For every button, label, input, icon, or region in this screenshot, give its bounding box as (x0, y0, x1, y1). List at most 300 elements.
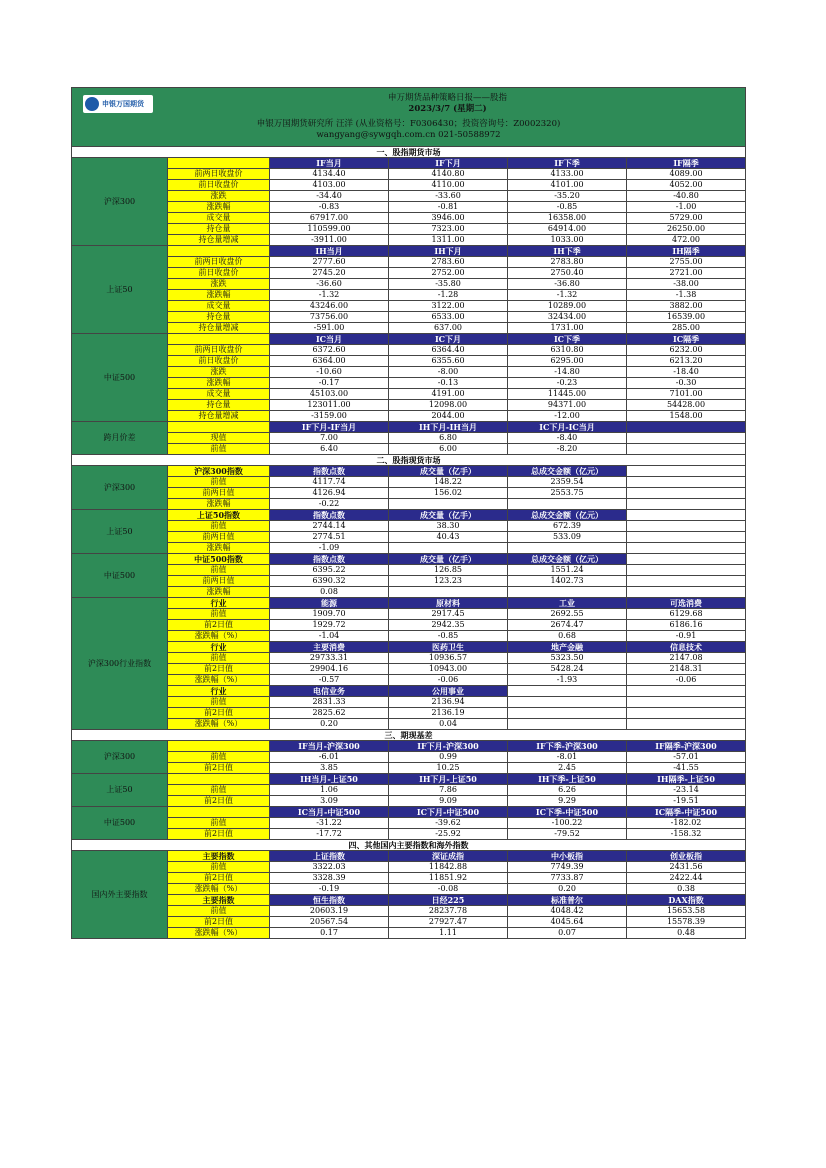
column-header: IC当月-中证500 (270, 807, 389, 818)
column-header: IF下季-沪深300 (508, 741, 627, 752)
value-cell (627, 488, 746, 499)
value-cell: 2136.94 (389, 697, 508, 708)
row-label: 涨跌幅 (168, 378, 270, 389)
section-title: 四、其他国内主要指数和海外指数 (72, 840, 746, 851)
value-cell: 20603.19 (270, 906, 389, 917)
section-row (72, 840, 746, 851)
row-label: 前值 (168, 521, 270, 532)
value-cell (508, 499, 627, 510)
value-cell: 16358.00 (508, 213, 627, 224)
data-row (72, 290, 746, 301)
value-cell: 10.25 (389, 763, 508, 774)
value-cell: -19.51 (627, 796, 746, 807)
column-header: 公用事业 (389, 686, 508, 697)
row-label: 前两日收盘价 (168, 169, 270, 180)
value-cell: 6533.00 (389, 312, 508, 323)
value-cell: -0.83 (270, 202, 389, 213)
value-cell: 2359.54 (508, 477, 627, 488)
column-header: 日经225 (389, 895, 508, 906)
group-label: 沪深300行业指数 (72, 598, 168, 730)
column-header: 恒生指数 (270, 895, 389, 906)
row-label: 前值 (168, 862, 270, 873)
column-header: IF下月 (389, 158, 508, 169)
value-cell: 4089.00 (627, 169, 746, 180)
value-cell: -36.80 (508, 279, 627, 290)
column-header: IH下月 (389, 246, 508, 257)
company-logo (83, 95, 153, 113)
value-cell: 4191.00 (389, 389, 508, 400)
row-label: 涨跌幅（%） (168, 719, 270, 730)
value-cell (627, 697, 746, 708)
row-label: 前值 (168, 785, 270, 796)
value-cell: -0.22 (270, 499, 389, 510)
value-cell: 285.00 (627, 323, 746, 334)
value-cell: -8.40 (508, 433, 627, 444)
value-cell: 123011.00 (270, 400, 389, 411)
value-cell: -35.80 (389, 279, 508, 290)
value-cell: -1.04 (270, 631, 389, 642)
row-label: 前值 (168, 906, 270, 917)
value-cell: -40.80 (627, 191, 746, 202)
row-label: 持仓量 (168, 224, 270, 235)
value-cell: 11851.92 (389, 873, 508, 884)
section-title: 三、期现基差 (72, 730, 746, 741)
column-header: 工业 (508, 598, 627, 609)
row-label: 前2日值 (168, 708, 270, 719)
column-header: IF隔季 (627, 158, 746, 169)
corner-cell (168, 246, 270, 257)
value-cell: 94371.00 (508, 400, 627, 411)
value-cell: -0.85 (389, 631, 508, 642)
value-cell: 1402.73 (508, 576, 627, 587)
value-cell: 126.85 (389, 565, 508, 576)
row-label: 前值 (168, 653, 270, 664)
row-label: 前值 (168, 477, 270, 488)
column-header: IF下季 (508, 158, 627, 169)
value-cell: 148.22 (389, 477, 508, 488)
corner-cell (168, 741, 270, 752)
column-header: IC当月 (270, 334, 389, 345)
data-row (72, 752, 746, 763)
value-cell: 2148.31 (627, 664, 746, 675)
column-header: 能源 (270, 598, 389, 609)
value-cell: 10936.57 (389, 653, 508, 664)
column-header: 总成交金额（亿元） (508, 466, 627, 477)
value-cell: 6129.68 (627, 609, 746, 620)
group-label: 上证50 (72, 246, 168, 334)
header-label: 行业 (168, 686, 270, 697)
value-cell: 0.99 (389, 752, 508, 763)
data-row (72, 928, 746, 939)
row-label: 涨跌幅 (168, 290, 270, 301)
row-label: 前值 (168, 697, 270, 708)
value-cell: 4101.00 (508, 180, 627, 191)
index-name: 沪深300指数 (168, 466, 270, 477)
value-cell (627, 444, 746, 455)
column-header: IH下月-IH当月 (389, 422, 508, 433)
value-cell: 7749.39 (508, 862, 627, 873)
data-row (72, 191, 746, 202)
data-row (72, 543, 746, 554)
value-cell: 2750.40 (508, 268, 627, 279)
column-header: IC下月-中证500 (389, 807, 508, 818)
column-header-row (72, 686, 746, 697)
value-cell: 0.17 (270, 928, 389, 939)
corner-cell (168, 334, 270, 345)
value-cell: -3911.00 (270, 235, 389, 246)
value-cell: -0.91 (627, 631, 746, 642)
data-row (72, 301, 746, 312)
logo-mark-icon (85, 97, 99, 111)
value-cell (627, 433, 746, 444)
group-label: 沪深300 (72, 158, 168, 246)
value-cell (627, 719, 746, 730)
value-cell: 4140.80 (389, 169, 508, 180)
value-cell: 2783.60 (389, 257, 508, 268)
value-cell: 4134.40 (270, 169, 389, 180)
data-row (72, 444, 746, 455)
value-cell: 6186.16 (627, 620, 746, 631)
value-cell: -14.80 (508, 367, 627, 378)
value-cell: 2674.47 (508, 620, 627, 631)
data-row (72, 180, 746, 191)
section-title: 一、股指期货市场 (72, 147, 746, 158)
value-cell: 26250.00 (627, 224, 746, 235)
data-row (72, 367, 746, 378)
row-label: 成交量 (168, 301, 270, 312)
row-label: 持仓量 (168, 312, 270, 323)
value-cell: 3322.03 (270, 862, 389, 873)
value-cell: 3.09 (270, 796, 389, 807)
data-row (72, 664, 746, 675)
value-cell (508, 543, 627, 554)
value-cell: 10289.00 (508, 301, 627, 312)
group-label: 上证50 (72, 774, 168, 807)
column-header: 标准普尔 (508, 895, 627, 906)
value-cell: 0.20 (270, 719, 389, 730)
column-header: IC下季 (508, 334, 627, 345)
value-cell: 4048.42 (508, 906, 627, 917)
data-row (72, 818, 746, 829)
report-table (71, 87, 746, 939)
data-row (72, 169, 746, 180)
value-cell (508, 708, 627, 719)
value-cell: -0.85 (508, 202, 627, 213)
header-label: 行业 (168, 642, 270, 653)
row-label: 前2日值 (168, 917, 270, 928)
value-cell: 2721.00 (627, 268, 746, 279)
data-row (72, 345, 746, 356)
value-cell: 7.86 (389, 785, 508, 796)
data-row (72, 675, 746, 686)
column-header (627, 686, 746, 697)
column-header-row (72, 851, 746, 862)
value-cell: 5428.24 (508, 664, 627, 675)
data-row (72, 829, 746, 840)
value-cell: -0.13 (389, 378, 508, 389)
row-label: 涨跌幅（%） (168, 884, 270, 895)
row-label: 现值 (168, 433, 270, 444)
value-cell: 2553.75 (508, 488, 627, 499)
value-cell: 10943.00 (389, 664, 508, 675)
value-cell: -18.40 (627, 367, 746, 378)
value-cell (627, 543, 746, 554)
column-header-row (72, 158, 746, 169)
column-header: IF当月 (270, 158, 389, 169)
value-cell: -0.19 (270, 884, 389, 895)
column-header-row (72, 807, 746, 818)
value-cell: 2825.62 (270, 708, 389, 719)
value-cell (627, 708, 746, 719)
value-cell: -25.92 (389, 829, 508, 840)
row-label: 前值 (168, 565, 270, 576)
value-cell: 27927.47 (389, 917, 508, 928)
row-label: 持仓量 (168, 400, 270, 411)
data-row (72, 323, 746, 334)
value-cell: 11445.00 (508, 389, 627, 400)
value-cell: 45103.00 (270, 389, 389, 400)
data-row (72, 785, 746, 796)
row-label: 成交量 (168, 389, 270, 400)
corner-cell (168, 422, 270, 433)
data-row (72, 719, 746, 730)
value-cell: 6213.20 (627, 356, 746, 367)
value-cell: 28237.78 (389, 906, 508, 917)
row-label: 涨跌幅 (168, 543, 270, 554)
group-label: 中证500 (72, 334, 168, 422)
column-header-row (72, 510, 746, 521)
value-cell: 3.85 (270, 763, 389, 774)
column-header: 指数点数 (270, 466, 389, 477)
row-label: 涨跌 (168, 191, 270, 202)
value-cell: -17.72 (270, 829, 389, 840)
value-cell: -0.06 (627, 675, 746, 686)
value-cell: 0.04 (389, 719, 508, 730)
report-header-row (72, 88, 746, 147)
data-row (72, 532, 746, 543)
value-cell: -0.30 (627, 378, 746, 389)
column-header: 指数点数 (270, 554, 389, 565)
value-cell: -23.14 (627, 785, 746, 796)
value-cell: 6390.32 (270, 576, 389, 587)
row-label: 前2日值 (168, 873, 270, 884)
value-cell: 2744.14 (270, 521, 389, 532)
index-name: 上证50指数 (168, 510, 270, 521)
report-header (72, 88, 746, 147)
value-cell: -8.20 (508, 444, 627, 455)
value-cell: -6.01 (270, 752, 389, 763)
value-cell: 1033.00 (508, 235, 627, 246)
data-row (72, 917, 746, 928)
value-cell: -591.00 (270, 323, 389, 334)
value-cell: 6364.40 (389, 345, 508, 356)
value-cell: -33.60 (389, 191, 508, 202)
corner-cell (168, 774, 270, 785)
data-row (72, 796, 746, 807)
value-cell: 4110.00 (389, 180, 508, 191)
data-row (72, 576, 746, 587)
value-cell: 9.29 (508, 796, 627, 807)
data-row (72, 433, 746, 444)
value-cell (627, 587, 746, 598)
value-cell: -1.38 (627, 290, 746, 301)
column-header-row (72, 466, 746, 477)
row-label: 前2日值 (168, 664, 270, 675)
value-cell: 0.08 (270, 587, 389, 598)
row-label: 前值 (168, 752, 270, 763)
value-cell: -34.40 (270, 191, 389, 202)
group-label: 上证50 (72, 510, 168, 554)
data-row (72, 257, 746, 268)
column-header: IH隔季 (627, 246, 746, 257)
header-label: 主要指数 (168, 895, 270, 906)
row-label: 前两日值 (168, 576, 270, 587)
value-cell: 3328.39 (270, 873, 389, 884)
value-cell: 2942.35 (389, 620, 508, 631)
value-cell: 3122.00 (389, 301, 508, 312)
value-cell: 2917.45 (389, 609, 508, 620)
value-cell: 0.07 (508, 928, 627, 939)
value-cell: -3159.00 (270, 411, 389, 422)
column-header: IC下月 (389, 334, 508, 345)
value-cell: -0.57 (270, 675, 389, 686)
value-cell: -31.22 (270, 818, 389, 829)
data-row (72, 653, 746, 664)
column-header: IC下月-IC当月 (508, 422, 627, 433)
value-cell: 2745.20 (270, 268, 389, 279)
value-cell: -1.09 (270, 543, 389, 554)
column-header: IH当月-上证50 (270, 774, 389, 785)
column-header (508, 686, 627, 697)
value-cell: 2755.00 (627, 257, 746, 268)
value-cell: 110599.00 (270, 224, 389, 235)
value-cell: -0.08 (389, 884, 508, 895)
value-cell: 2431.56 (627, 862, 746, 873)
report-contact: wangyang@sywgqh.com.cn 021-50588972 (316, 130, 501, 140)
data-row (72, 708, 746, 719)
column-header: 成交量（亿手） (389, 466, 508, 477)
row-label: 前日收盘价 (168, 180, 270, 191)
value-cell: 3946.00 (389, 213, 508, 224)
row-label: 涨跌幅 (168, 587, 270, 598)
value-cell: -38.00 (627, 279, 746, 290)
row-label: 前日收盘价 (168, 268, 270, 279)
value-cell: 2831.33 (270, 697, 389, 708)
data-row (72, 312, 746, 323)
section-row (72, 147, 746, 158)
data-row (72, 411, 746, 422)
data-row (72, 565, 746, 576)
data-row (72, 389, 746, 400)
data-row (72, 235, 746, 246)
column-header-row (72, 598, 746, 609)
row-label: 涨跌幅 (168, 499, 270, 510)
value-cell: 4117.74 (270, 477, 389, 488)
value-cell: 16539.00 (627, 312, 746, 323)
value-cell: 2044.00 (389, 411, 508, 422)
value-cell: -182.02 (627, 818, 746, 829)
value-cell: 4133.00 (508, 169, 627, 180)
value-cell: 672.39 (508, 521, 627, 532)
value-cell: 2692.55 (508, 609, 627, 620)
value-cell: 637.00 (389, 323, 508, 334)
value-cell: -35.20 (508, 191, 627, 202)
value-cell: 73756.00 (270, 312, 389, 323)
value-cell: 67917.00 (270, 213, 389, 224)
column-header: 总成交金额（亿元） (508, 554, 627, 565)
value-cell: 6.40 (270, 444, 389, 455)
row-label: 持仓量增减 (168, 411, 270, 422)
value-cell: 2783.80 (508, 257, 627, 268)
value-cell: 2.45 (508, 763, 627, 774)
column-header: 总成交金额（亿元） (508, 510, 627, 521)
value-cell (627, 576, 746, 587)
value-cell: -39.62 (389, 818, 508, 829)
row-label: 前两日值 (168, 532, 270, 543)
value-cell: -0.06 (389, 675, 508, 686)
value-cell: 15578.39 (627, 917, 746, 928)
value-cell: 12098.00 (389, 400, 508, 411)
value-cell: -1.00 (627, 202, 746, 213)
value-cell: 7323.00 (389, 224, 508, 235)
strategy-report-sheet (71, 87, 745, 939)
value-cell: 6295.00 (508, 356, 627, 367)
row-label: 前2日值 (168, 763, 270, 774)
value-cell (627, 532, 746, 543)
data-row (72, 884, 746, 895)
value-cell: 5729.00 (627, 213, 746, 224)
value-cell: 40.43 (389, 532, 508, 543)
value-cell: 1311.00 (389, 235, 508, 246)
column-header-row (72, 774, 746, 785)
column-header-row (72, 554, 746, 565)
data-row (72, 279, 746, 290)
header-label: 主要指数 (168, 851, 270, 862)
column-header: 成交量（亿手） (389, 554, 508, 565)
data-row (72, 906, 746, 917)
row-label: 前两日收盘价 (168, 345, 270, 356)
column-header: IH当月 (270, 246, 389, 257)
data-row (72, 587, 746, 598)
row-label: 前日收盘价 (168, 356, 270, 367)
value-cell: 0.68 (508, 631, 627, 642)
data-row (72, 202, 746, 213)
value-cell (508, 587, 627, 598)
column-header: IH隔季-上证50 (627, 774, 746, 785)
value-cell: -8.01 (508, 752, 627, 763)
value-cell: 1909.70 (270, 609, 389, 620)
value-cell: 6372.60 (270, 345, 389, 356)
row-label: 前值 (168, 609, 270, 620)
value-cell: 6232.00 (627, 345, 746, 356)
value-cell (508, 697, 627, 708)
row-label: 前两日收盘价 (168, 257, 270, 268)
value-cell: -0.81 (389, 202, 508, 213)
value-cell: 3882.00 (627, 301, 746, 312)
report-title: 申万期货品种策略日报——股指 (388, 93, 508, 103)
column-header-row (72, 642, 746, 653)
column-header: 成交量（亿手） (389, 510, 508, 521)
column-header-row (72, 246, 746, 257)
column-header: 创业板指 (627, 851, 746, 862)
value-cell: 5323.50 (508, 653, 627, 664)
value-cell (627, 521, 746, 532)
group-label: 沪深300 (72, 466, 168, 510)
section-row (72, 455, 746, 466)
value-cell: 54428.00 (627, 400, 746, 411)
value-cell (389, 587, 508, 598)
value-cell: 4052.00 (627, 180, 746, 191)
